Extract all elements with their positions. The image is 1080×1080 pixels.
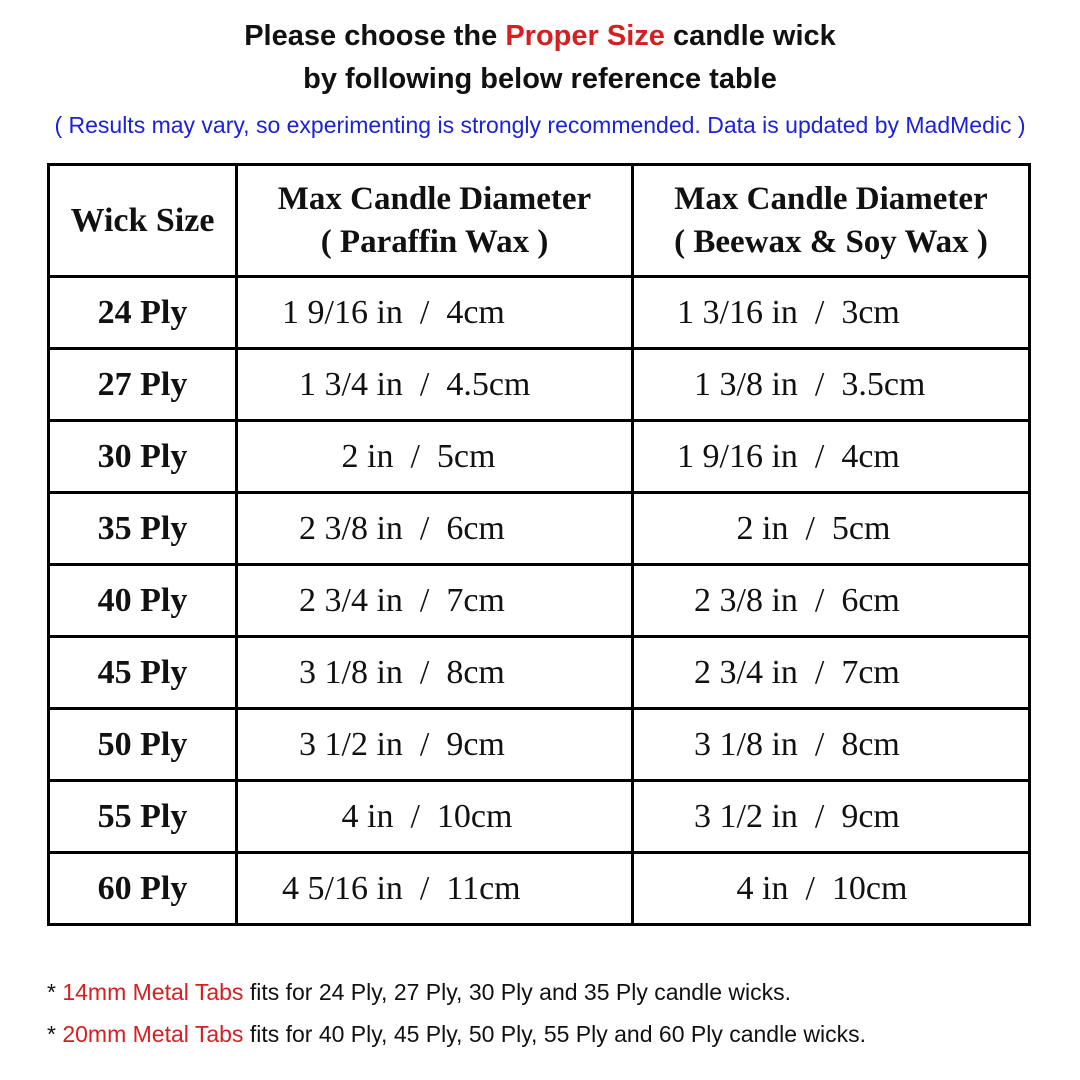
paraffin-diameter-cell: 2 3/8 in / 6cm: [237, 493, 633, 565]
table-row: [49, 421, 1030, 493]
wick-size-cell: 30 Ply: [49, 421, 237, 493]
table-row: [49, 277, 1030, 349]
page-title-line2: by following below reference table: [303, 63, 777, 95]
note-20mm: [47, 1017, 866, 1059]
title-accent-proper-size: Proper Size: [505, 20, 665, 52]
table-row: [49, 493, 1030, 565]
wick-size-cell: 45 Ply: [49, 637, 237, 709]
table-row: [49, 349, 1030, 421]
note-accent-20mm: 20mm Metal Tabs: [62, 1021, 244, 1047]
table-row: [49, 853, 1030, 925]
header-beeswax-line2: ( Beewax & Soy Wax ): [674, 223, 988, 260]
metal-tab-notes: [47, 975, 866, 1059]
beeswax-soy-diameter-cell: 2 3/8 in / 6cm: [633, 565, 1030, 637]
header-paraffin-line1: Max Candle Diameter: [277, 180, 592, 217]
paraffin-diameter-cell: 1 3/4 in / 4.5cm: [237, 349, 633, 421]
title-text-end: candle wick: [664, 20, 836, 52]
wick-size-cell: 24 Ply: [49, 277, 237, 349]
header-beeswax-soy: [633, 165, 1030, 277]
beeswax-soy-diameter-cell: 3 1/8 in / 8cm: [633, 709, 1030, 781]
wick-size-cell: 50 Ply: [49, 709, 237, 781]
paraffin-diameter-cell: 4 5/16 in / 11cm: [237, 853, 633, 925]
paraffin-diameter-cell: 3 1/8 in / 8cm: [237, 637, 633, 709]
header-paraffin-line2: ( Paraffin Wax ): [320, 223, 549, 260]
note-text: fits for 40 Ply, 45 Ply, 50 Ply, 55 Ply and 60 Ply candle wicks.: [243, 1021, 866, 1047]
note-14mm: [47, 975, 866, 1017]
beeswax-soy-diameter-cell: 3 1/2 in / 9cm: [633, 781, 1030, 853]
note-bullet: *: [47, 979, 63, 1005]
header-paraffin: [237, 165, 633, 277]
wick-size-cell: 60 Ply: [49, 853, 237, 925]
wick-size-cell: 35 Ply: [49, 493, 237, 565]
paraffin-diameter-cell: 2 3/4 in / 7cm: [237, 565, 633, 637]
table-row: [49, 709, 1030, 781]
paraffin-diameter-cell: 1 9/16 in / 4cm: [237, 277, 633, 349]
paraffin-diameter-cell: 4 in / 10cm: [237, 781, 633, 853]
header-wick-size: Wick Size: [49, 165, 237, 277]
wick-size-cell: 27 Ply: [49, 349, 237, 421]
table-row: [49, 637, 1030, 709]
paraffin-diameter-cell: 2 in / 5cm: [237, 421, 633, 493]
table-header-row: [49, 165, 1030, 277]
title-text-start: Please choose the: [244, 20, 506, 52]
disclaimer-subtitle: ( Results may vary, so experimenting is strongly recommended. Data is updated by MadMedic ): [54, 112, 1026, 138]
header-beeswax-line1: Max Candle Diameter: [674, 180, 988, 217]
paraffin-diameter-cell: 3 1/2 in / 9cm: [237, 709, 633, 781]
page-title: [0, 20, 1080, 53]
wick-size-cell: 55 Ply: [49, 781, 237, 853]
beeswax-soy-diameter-cell: 2 3/4 in / 7cm: [633, 637, 1030, 709]
wick-size-cell: 40 Ply: [49, 565, 237, 637]
note-bullet: *: [47, 1021, 63, 1047]
wick-size-table: [47, 163, 1031, 926]
table-row: [49, 565, 1030, 637]
beeswax-soy-diameter-cell: 1 3/16 in / 3cm: [633, 277, 1030, 349]
note-accent-14mm: 14mm Metal Tabs: [62, 979, 244, 1005]
beeswax-soy-diameter-cell: 4 in / 10cm: [633, 853, 1030, 925]
beeswax-soy-diameter-cell: 2 in / 5cm: [633, 493, 1030, 565]
note-text: fits for 24 Ply, 27 Ply, 30 Ply and 35 Ply candle wicks.: [243, 979, 792, 1005]
beeswax-soy-diameter-cell: 1 9/16 in / 4cm: [633, 421, 1030, 493]
beeswax-soy-diameter-cell: 1 3/8 in / 3.5cm: [633, 349, 1030, 421]
table-row: [49, 781, 1030, 853]
